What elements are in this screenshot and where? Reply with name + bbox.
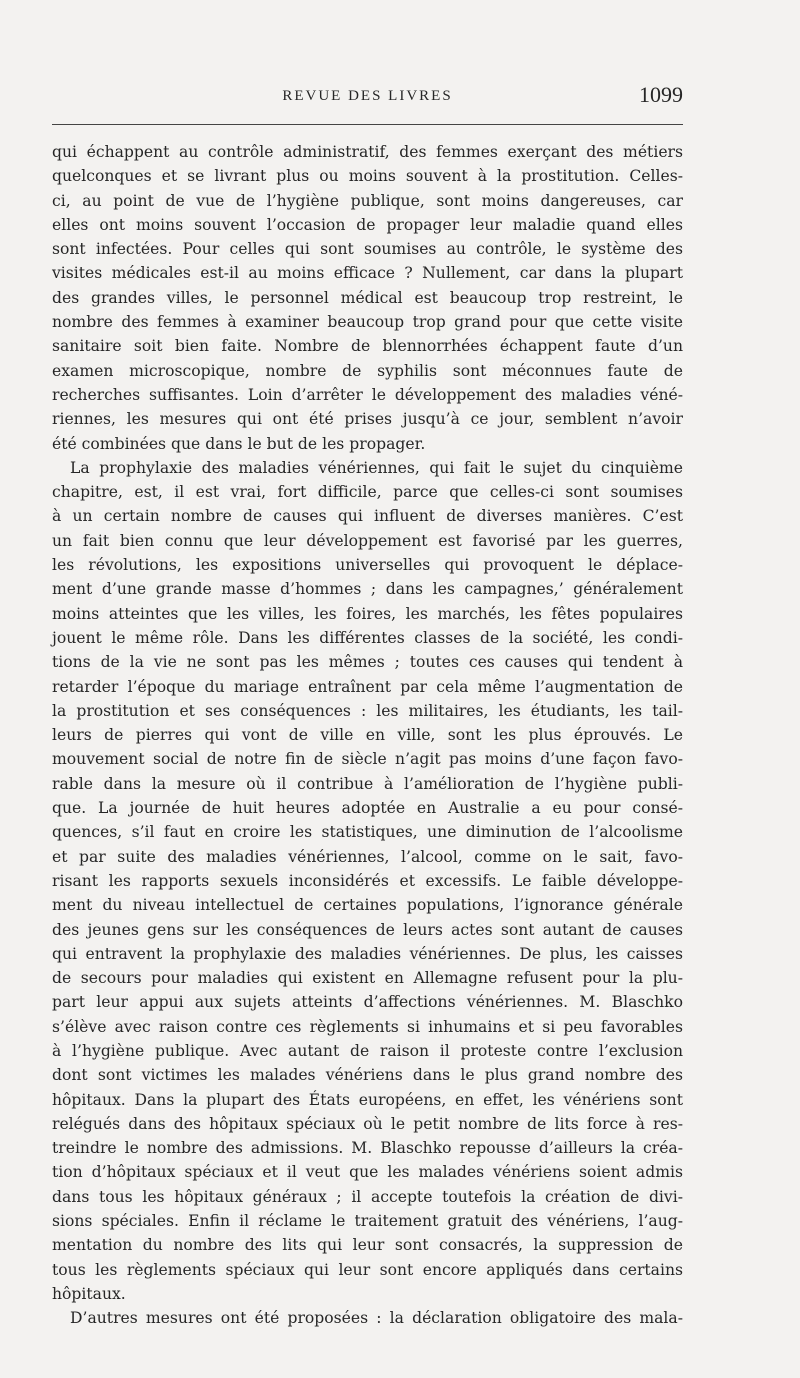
text-line: la prostitution et ses conséquences : les militaires, les étudiants, les tail- <box>52 701 683 720</box>
text-line: visites médicales est-il au moins efficace ? Nullement, car dans la plupart <box>52 264 683 283</box>
page-number: 1099 <box>639 82 683 107</box>
text-line: à l’hygiène publique. Avec autant de raison il proteste contre l’exclusion <box>52 1041 683 1060</box>
text-line: mouvement social de notre fin de siècle n’agit pas moins d’une façon favo- <box>52 750 683 769</box>
text-line: dans tous les hôpitaux généraux ; il accepte toutefois la création de divi- <box>52 1187 683 1206</box>
text-line: tion d’hôpitaux spéciaux et il veut que les malades vénériens soient admis <box>52 1163 683 1182</box>
text-line: treindre le nombre des admissions. M. Blaschko repousse d’ailleurs la créa- <box>52 1139 683 1158</box>
text-line: des grandes villes, le personnel médical est beaucoup trop restreint, le <box>52 288 683 307</box>
text-line: de secours pour maladies qui existent en Allemagne refusent pour la plu- <box>52 969 683 988</box>
text-line: retarder l’époque du mariage entraînent par cela même l’augmentation de <box>52 677 683 696</box>
text-line: sanitaire soit bien faite. Nombre de blennorrhées échappent faute d’un <box>52 337 683 356</box>
text-line: et par suite des maladies vénériennes, l’alcool, comme on le sait, favo- <box>52 847 683 866</box>
text-line: chapitre, est, il est vrai, fort difficile, parce que celles-ci sont soumises <box>52 483 683 502</box>
text-line: elles ont moins souvent l’occasion de propager leur maladie quand elles <box>52 215 683 234</box>
header-rule <box>52 124 683 125</box>
text-line: sont infectées. Pour celles qui sont soumises au contrôle, le système des <box>52 240 683 259</box>
text-line: jouent le même rôle. Dans les différentes classes de la société, les condi- <box>52 628 683 647</box>
running-title: REVUE DES LIVRES <box>282 88 453 104</box>
text-line: ment d’une grande masse d’hommes ; dans les campagnes,’ généralement <box>52 580 683 599</box>
text-line: D’autres mesures ont été proposées : la déclaration obligatoire des mala- <box>70 1309 683 1328</box>
text-line: un fait bien connu que leur développement est favorisé par les guerres, <box>52 531 683 550</box>
text-line: rable dans la mesure où il contribue à l’amélioration de l’hygiène publi- <box>52 774 683 793</box>
text-line: riennes, les mesures qui ont été prises jusqu’à ce jour, semblent n’avoir <box>52 410 683 429</box>
text-line: dont sont victimes les malades vénériens dans le plus grand nombre des <box>52 1066 683 1085</box>
text-line: tions de la vie ne sont pas les mêmes ; toutes ces causes qui tendent à <box>52 653 683 672</box>
text-line: risant les rapports sexuels inconsidérés et excessifs. Le faible développe- <box>52 871 683 890</box>
text-line: quelconques et se livrant plus ou moins souvent à la prostitution. Celles- <box>52 167 683 186</box>
text-line: qui échappent au contrôle administratif, des femmes exerçant des métiers <box>52 143 683 161</box>
text-line: quences, s’il faut en croire les statistiques, une diminution de l’alcoolisme <box>52 823 683 842</box>
text-line: mentation du nombre des lits qui leur sont consacrés, la suppression de <box>52 1236 683 1255</box>
text-line: à un certain nombre de causes qui influent de diverses manières. C’est <box>52 507 683 526</box>
text-line: des jeunes gens sur les conséquences de leurs actes sont autant de causes <box>52 920 683 939</box>
text-line: leurs de pierres qui vont de ville en ville, sont les plus éprouvés. Le <box>52 726 683 745</box>
text-line: ci, au point de vue de l’hygiène publique, sont moins dangereuses, car <box>52 191 683 210</box>
body-text <box>52 140 683 1331</box>
text-line: hôpitaux. <box>52 1284 126 1303</box>
text-line: La prophylaxie des maladies vénériennes, qui fait le sujet du cinquième <box>70 458 683 477</box>
text-line: que. La journée de huit heures adoptée en Australie a eu pour consé- <box>52 799 683 818</box>
text-line: les révolutions, les expositions universelles qui provoquent le déplace- <box>52 556 683 575</box>
running-head <box>52 82 683 110</box>
text-line: été combinées que dans le but de les propager. <box>52 434 426 453</box>
text-line: ment du niveau intellectuel de certaines populations, l’ignorance générale <box>52 896 683 915</box>
text-line: tous les règlements spéciaux qui leur sont encore appliqués dans certains <box>52 1260 683 1279</box>
text-line: hôpitaux. Dans la plupart des États européens, en effet, les vénériens sont <box>52 1090 683 1109</box>
text-line: nombre des femmes à examiner beaucoup trop grand pour que cette visite <box>52 313 683 332</box>
text-line: relégués dans des hôpitaux spéciaux où le petit nombre de lits force à res- <box>52 1114 683 1133</box>
text-line: s’élève avec raison contre ces règlements si inhumains et si peu favorables <box>52 1017 683 1036</box>
text-line: moins atteintes que les villes, les foires, les marchés, les fêtes populaires <box>52 604 683 623</box>
text-line: sions spéciales. Enfin il réclame le traitement gratuit des vénériens, l’aug- <box>52 1212 683 1231</box>
text-line: qui entravent la prophylaxie des maladies vénériennes. De plus, les caisses <box>52 944 683 963</box>
text-line: recherches suffisantes. Loin d’arrêter le développement des maladies véné- <box>52 385 683 404</box>
text-line: part leur appui aux sujets atteints d’affections vénériennes. M. Blaschko <box>52 993 683 1012</box>
text-line: examen microscopique, nombre de syphilis sont méconnues faute de <box>52 361 683 380</box>
